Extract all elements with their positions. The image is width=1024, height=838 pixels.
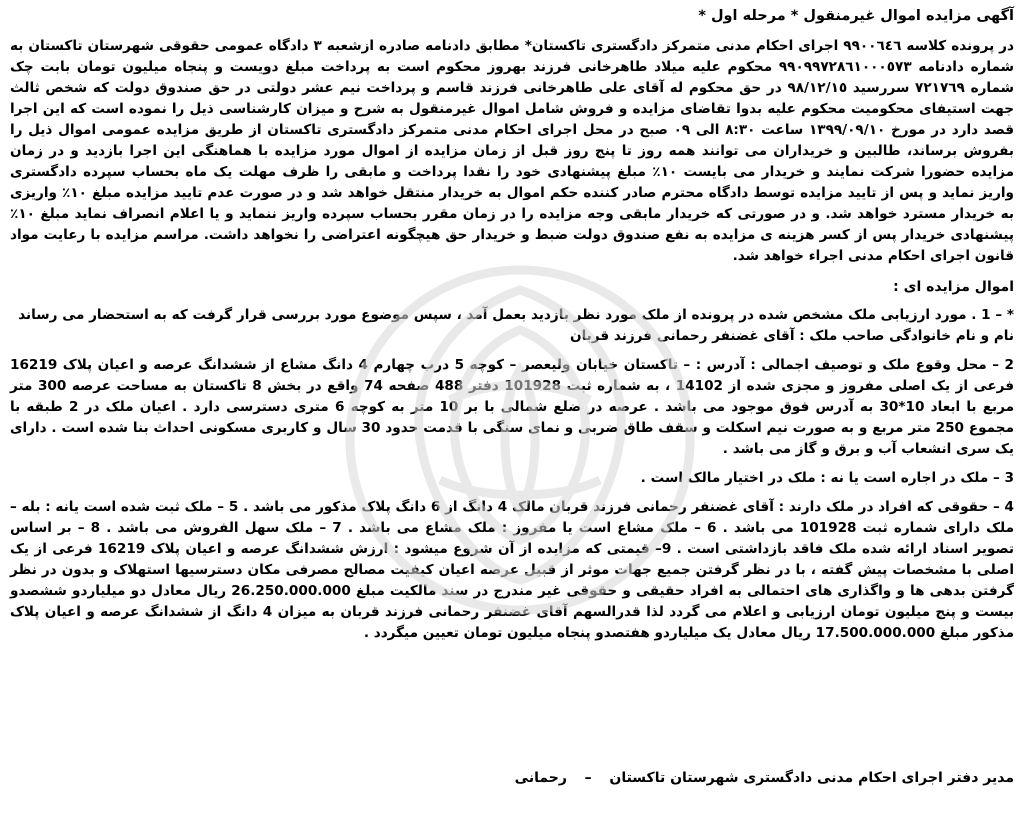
item-3-paragraph: 3 – ملک در اجاره است یا نه : ملک در اختیار مالک است . bbox=[640, 470, 1014, 486]
signer-name: رحمانی bbox=[514, 770, 567, 786]
item-1-line-2: نام و نام خانوادگی صاحب ملک : آقای غضنفر رحمانی فرزند قربان bbox=[569, 328, 1014, 344]
item-1-line-1: * – 1 . مورد ارزیابی ملک مشخص شده در پرونده از ملک مورد نظر بازدید بعمل آمد ، سپس موضوع مورد بررسی قرار گرفت که به استحضار می رساند bbox=[18, 307, 1014, 323]
signature-dash: – bbox=[584, 770, 592, 786]
intro-paragraph: در پرونده کلاسه ٩٩٠٠٦٤٦ اجرای احکام مدنی متمرکز دادگستری تاکستان* مطابق دادنامه صادره ازشعبه ٣ دادگاه عمومی حقوقی شهرستان تاکستان به شماره دادنامه ٩٩٠٩٩٧٢٨٦١٠٠٠٥٧٣ محکوم علیه میلاد طاهرخانی فرزند بهروز محکوم است به پرداخت مبلغ دویست و پنجاه میلیون تومان بابت چک شماره ٧٢١٧٦٩ سررسید ٩٨/١٢/١٥ در حق محکوم له آقای علی طاهرخانی فرزند قاسم و پرداخت نیم عشر دولتی در حق صندوق دولت که شخص ثالث جهت استیفای محکومیت محکوم علیه بدوا تقاضای مزایده و فروش شامل اموال غیرمنقول به شرح و میزان کارشناسی ذیل را نموده است که این اجرا قصد دارد در مورخ ١٣٩٩/٠٩/١٠ ساعت ٨:٣٠ الی ٠٩ صبح در محل اجرای احکام مدنی متمرکز دادگستری تاکستان از طریق مزایده عمومی اموال ذیل را بفروش برساند، طالبین و خریداران می توانند همه روز تا پنج روز قبل از زمان مزایده از اموال مورد مزایده با هماهنگی این اجرا بازدید و در زمان مزایده حضورا شرکت نمایند و خریدار می بایست ١٠٪ مبلغ پیشنهادی خود را نقدا پرداخت و مابقی را ظرف مهلت یک ماه بحساب سپرده دادگستری واریز نماید و پس از تایید مزایده توسط دادگاه محترم صادر کننده حکم اموال به خریدار منتقل خواهد شد و در صورت عدم تایید مزایده مبلغ ١٠٪ واریزی به خریدار مسترد خواهد شد. و در صورتی که خریدار مابقی وجه مزایده را در زمان مقرر بحساب سپرده واریز ننماید و یا اعلام انصراف نماید مبلغ ١٠٪ پیشنهادی خریدار پس از کسر هزینه ی مزایده به نفع صندوق دولت ضبط و خریدار حق هیچگونه اعتراضی را نخواهد داشت. مراسم مزایده با رعایت مواد قانون اجرای احکام مدنی اجراء خواهد شد. bbox=[10, 38, 1015, 264]
item-4-paragraph: 4 – حقوقی که افراد در ملک دارند : آقای غضنفر رحمانی فرزند قربان مالک 4 دانگ از 6 دانگ پلاک مذکور می باشد . 5 – ملک ثبت شده است یانه : بله – ملک دارای شماره ثبت 101928 می باشد . 6 – ملک مشاع است یا مفروز : ملک مشاع می باشد . 7 – ملک سهل الفروش می باشد . 8 – بر اساس تصویر اسناد ارائه شده ملک فاقد بازداشتی است . 9– قیمتی که مزایده از آن شروع میشود : ارزش ششدانگ عرصه و اعیان پلاک 16219 فرعی از یک اصلی با مشخصات پیش گفته ، با در نظر گرفتن جمیع جهات موثر از قبیل عرصه اعیان کیفیت مصالح مصرفی مکان دسترسیها استهلاک و بدون در نظر گرفتن بدهی ها و واگذاری های احتمالی به افراد حقیقی و حقوقی غیر مندرج در سند مالکیت مبلغ 26.250.000.000 ریال معادل دو میلیاردو ششصدو بیست و پنج میلیون تومان ارزیابی و اعلام می گردد لذا قدرالسهم آقای غضنفر رحمانی فرزند قربان به میزان 4 دانگ از ششدانگ عرصه و اعیان پلاک مذکور مبلغ 17.500.000.000 ریال معادل یک میلیاردو هفتصدو پنجاه میلیون تومان تعیین میگردد . bbox=[10, 499, 1015, 641]
notice-title: آگهی مزایده اموال غیرمنقول * مرحله اول * bbox=[698, 8, 1014, 24]
signer-title: مدیر دفتر اجرای احکام مدنی دادگستری شهرستان تاکستان bbox=[609, 770, 1014, 786]
item-2-paragraph: 2 – محل وقوع ملک و توصیف اجمالی : آدرس : – تاکستان خیابان ولیعصر – کوچه 5 درب چهارم 4 دانگ مشاع از ششدانگ عرصه و اعیان پلاک 16219 فرعی از یک اصلی مفروز و مجزی شده از 14102 ، به شماره ثبت 101928 دفتر 488 صفحه 74 واقع در بخش 8 تاکستان به مساحت عرصه 300 متر مربع با ابعاد 10*30 به آدرس فوق موجود می باشد . عرصه در ضلع شمالی با بر 10 متر به کوچه 6 متری دسترسی دارد . اعیان ملک در 2 طبقه با مجموع 250 متر مربع و به صورت نیم اسکلت و سقف طاق ضربی و نمای سنگی با قدمت حدود 30 سال و کاربری مسکونی احداث بنا شده است . دارای یک سری انشعاب آب و برق و گاز می باشد . bbox=[10, 357, 1015, 457]
items-heading: اموال مزایده ای : bbox=[893, 279, 1014, 295]
signature-line bbox=[515, 768, 1014, 788]
